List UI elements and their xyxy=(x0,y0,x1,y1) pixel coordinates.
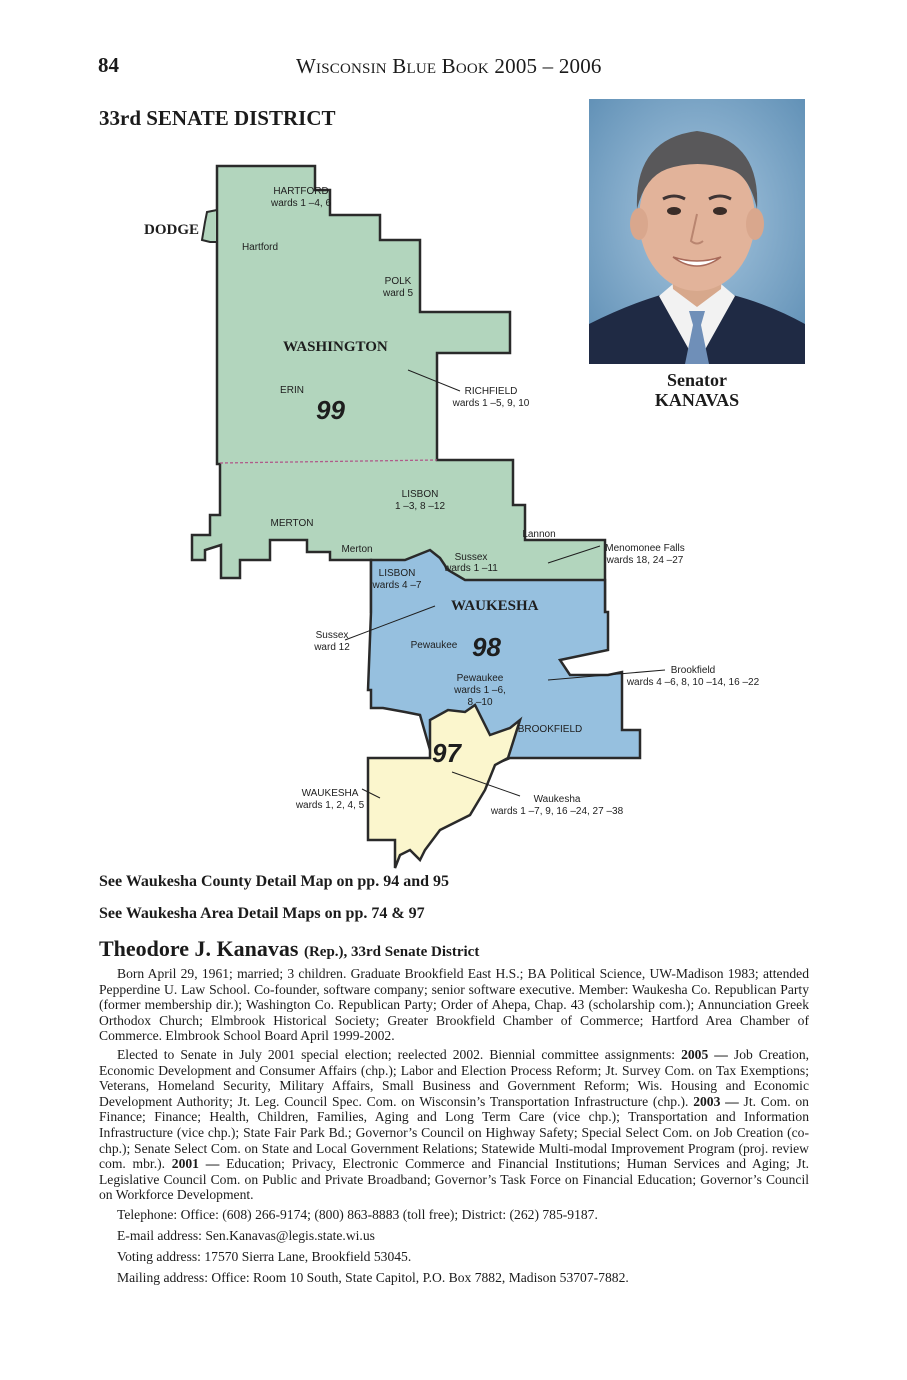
senator-heading xyxy=(99,936,479,962)
committees-2001: Education; Privacy, Electronic Commerce and Financial Institutions; Human Services and Aging; Jt. Legislative Council Com. on Public and Private Broadband; Governor’s Task Force on Financial Education; Governor’s Council on Workforce Development. xyxy=(99,1156,810,1203)
label-pewaukee-city: Pewaukee xyxy=(410,640,458,651)
label-erin: ERIN xyxy=(280,385,304,396)
see-note-area-maps: See Waukesha Area Detail Maps on pp. 74 & 97 xyxy=(99,905,425,922)
district-99-area xyxy=(192,166,605,612)
label-hartford-town: HARTFORD xyxy=(273,186,329,197)
label-waukesha-city-wards: wards 1 –7, 9, 16 –24, 27 –38 xyxy=(490,806,624,817)
senator-name: Theodore J. Kanavas xyxy=(99,936,299,961)
label-lannon: Lannon xyxy=(522,529,556,540)
label-pewaukee-village-wards1: wards 1 –6, xyxy=(454,685,506,696)
book-title: Wisconsin Blue Book xyxy=(296,54,489,78)
district-map xyxy=(130,160,790,872)
label-richfield: RICHFIELD xyxy=(464,386,518,397)
label-lisbon-part: LISBON xyxy=(378,568,416,579)
year-2005: 2005 — xyxy=(681,1046,728,1062)
label-brookfield-town: BROOKFIELD xyxy=(517,724,583,735)
caption-name: KANAVAS xyxy=(654,390,740,410)
label-merton-village: Merton xyxy=(341,544,373,555)
voting-address: Voting address: 17570 Sierra Lane, Brookfield 53045. xyxy=(117,1248,412,1264)
label-sussex-12-ward: ward 12 xyxy=(314,642,350,653)
district-title: 33rd SENATE DISTRICT xyxy=(99,106,336,130)
label-lisbon-town-wards: 1 –3, 8 –12 xyxy=(394,501,446,512)
senator-affiliation: (Rep.), 33rd Senate District xyxy=(303,944,480,960)
district-99-label: 99 xyxy=(316,395,345,425)
telephone: Telephone: Office: (608) 266-9174; (800) 863-8883 (toll free); District: (262) 785-9187. xyxy=(117,1206,598,1222)
page-number: 84 xyxy=(98,53,119,77)
district-97-label: 97 xyxy=(432,738,461,768)
county-washington: WASHINGTON xyxy=(283,339,388,355)
label-sussex-wards: wards 1 –11 xyxy=(444,563,498,574)
label-pewaukee-village-wards2: 8 –10 xyxy=(467,697,493,708)
label-waukesha-city: Waukesha xyxy=(533,794,581,805)
see-note-county-map: See Waukesha County Detail Map on pp. 94 and 95 xyxy=(99,873,449,890)
label-waukesha-town: WAUKESHA xyxy=(301,788,359,799)
running-head xyxy=(296,54,602,79)
bio-personal: Born April 29, 1961; married; 3 children. Graduate Brookfield East H.S.; BA Political Science, UW-Madison 1983; attended Pepperdine U. Law School. Co-founder, software company; senior software executive. Member: Waukesha Co. Republican Party (former membership dir.); Washington Co. Republican Party; Order of Ahepa, Chap. 43 (scholarship com.); Annunciation Greek Orthodox Church; Elmbrook Historical Society; Greater Brookfield Chamber of Commerce; Hartford Area Chamber of Commerce. Elmbrook School Board April 1999-2002. xyxy=(99,966,809,1044)
biography xyxy=(99,966,809,1290)
dodge-notch xyxy=(202,210,217,242)
bio-committees-intro: Elected to Senate in July 2001 special election; reelected 2002. Biennial committee assignments: xyxy=(117,1046,676,1062)
mailing-address: Mailing address: Office: Room 10 South, State Capitol, P.O. Box 7882, Madison 53707-7882. xyxy=(117,1269,629,1285)
committees-2003: Jt. Com. on Finance; Finance; Health, Children, Families, Aging and Long Term Care (vice chp.); Transportation and Information Infrastructure (vice chp.); State Fair Park Bd.; Governor’s Council on Highway Safety; Special Select Com. on Job Creation (co-chp.); Senate Select Com. on State and Local Government Relations; Statewide Multi-modal Improvement Program (proj. review com. mbr.). xyxy=(99,1093,809,1172)
label-richfield-wards: wards 1 –5, 9, 10 xyxy=(452,398,530,409)
bio-committees xyxy=(99,1047,809,1203)
label-brookfield-city: Brookfield xyxy=(670,665,716,676)
district-98-label: 98 xyxy=(472,632,501,662)
label-menomonee-falls-wards: wards 18, 24 –27 xyxy=(606,555,684,566)
email-address: E-mail address: Sen.Kanavas@legis.state.wi.us xyxy=(117,1227,375,1243)
label-hartford-town-wards: wards 1 –4, 6 xyxy=(270,198,332,209)
label-polk: POLK xyxy=(384,276,412,287)
label-merton-town: MERTON xyxy=(270,518,314,529)
committees-2005: Job Creation, Economic Development and Consumer Affairs (chp.); Labor and Election Process Reform; Jt. Survey Com. on Tax Exemptions; Veterans, Homeland Security, Military Affairs, Small Business and Government Reform; Wis. Housing and Economic Development Authority; Jt. Leg. Council Spec. Com. on Wisconsin’s Transportation Infrastructure (chp.). xyxy=(99,1046,810,1109)
label-waukesha-town-wards: wards 1, 2, 4, 5 xyxy=(295,800,365,811)
caption-title: Senator xyxy=(667,370,727,390)
label-hartford-city: Hartford xyxy=(241,242,279,253)
label-sussex-12: Sussex xyxy=(315,630,349,641)
label-polk-wards: ward 5 xyxy=(382,288,414,299)
label-lisbon-part-wards: wards 4 –7 xyxy=(372,580,422,591)
label-sussex: Sussex xyxy=(454,552,488,563)
county-dodge: DODGE xyxy=(144,222,200,238)
county-waukesha: WAUKESHA xyxy=(451,598,539,614)
year-2001: 2001 — xyxy=(171,1156,220,1172)
book-years: 2005 – 2006 xyxy=(494,54,602,78)
label-menomonee-falls: Menomonee Falls xyxy=(605,543,685,554)
label-pewaukee-village: Pewaukee xyxy=(456,673,504,684)
label-lisbon-town: LISBON xyxy=(401,489,439,500)
label-brookfield-city-wards: wards 4 –6, 8, 10 –14, 16 –22 xyxy=(626,677,760,688)
year-2003: 2003 — xyxy=(693,1093,739,1109)
